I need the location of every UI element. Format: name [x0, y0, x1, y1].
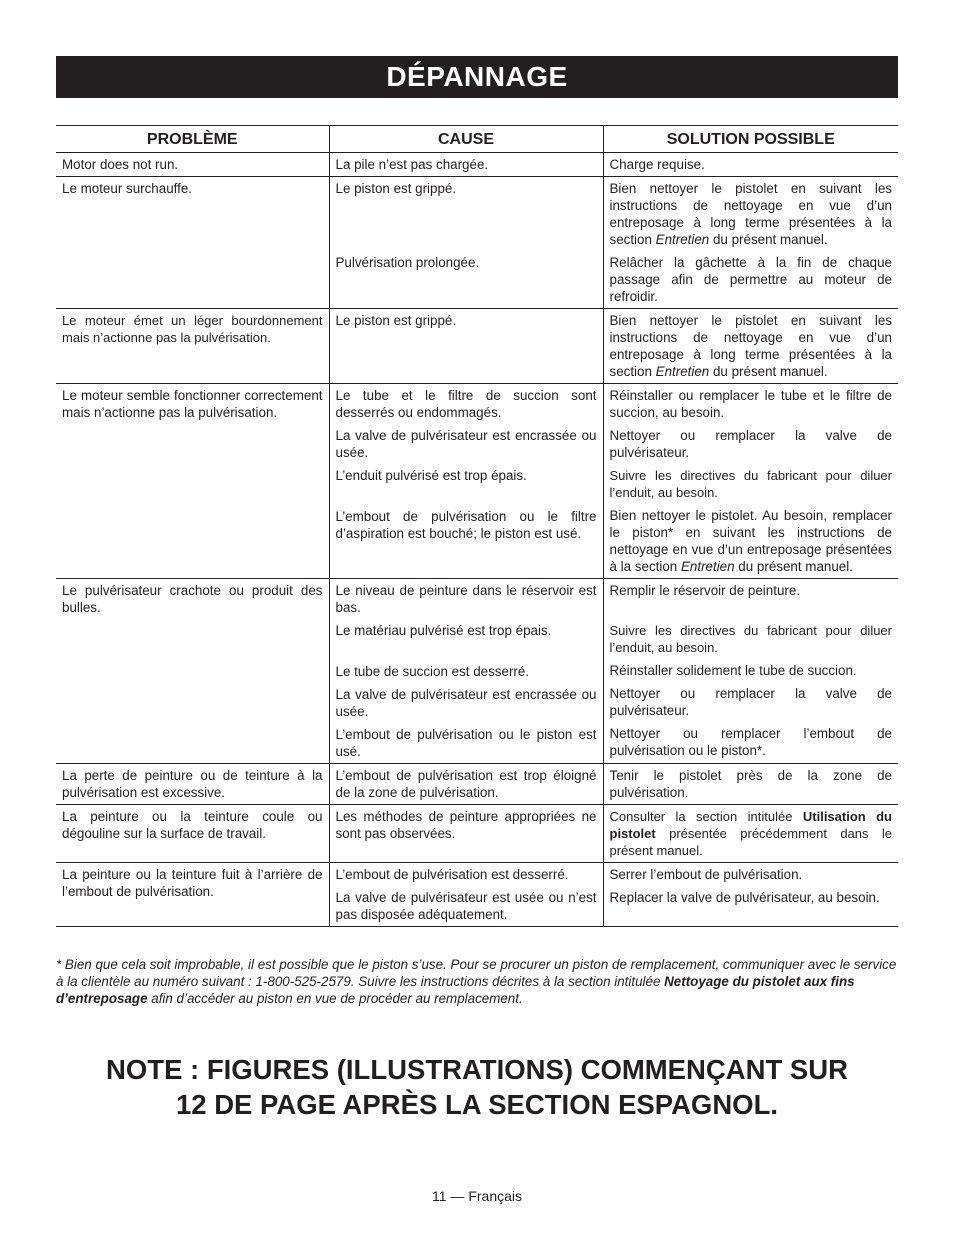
problem-cell	[56, 863, 329, 927]
cause-cell	[329, 863, 603, 927]
cause-text: Le piston est grippé.	[335, 313, 457, 328]
cause-cell	[329, 384, 603, 579]
table-row	[56, 805, 898, 863]
solution-cell	[603, 863, 898, 927]
problem-text: La peinture ou la teinture fuit à l’arrière de l’embout de pulvérisation.	[62, 867, 323, 899]
solution-text: Nettoyer ou remplacer la valve de pulvérisateur.	[609, 686, 892, 718]
table-body	[56, 153, 898, 927]
cause-text: Les méthodes de peinture appropriées ne sont pas observées.	[335, 809, 597, 841]
cause-text: Le matériau pulvérisé est trop épais.	[335, 623, 552, 638]
cause-text: L’embout de pulvérisation ou le filtre d’aspiration est bouché; le piston est usé.	[335, 509, 597, 541]
solution-text: Relâcher la gâchette à la fin de chaque passage afin de permettre au moteur de refroidir.	[609, 255, 892, 304]
cause-text: Le tube de succion est desserré.	[335, 664, 530, 679]
solution-cell	[603, 579, 898, 764]
solution-cell	[603, 764, 898, 805]
column-header-probleme: PROBLÈME	[56, 126, 329, 153]
solution-text: Suivre les directives du fabricant pour diluer l’enduit, au besoin.	[609, 468, 892, 500]
emphasis: Entretien	[655, 364, 710, 379]
figures-note-line-2: 12 DE PAGE APRÈS LA SECTION ESPAGNOL.	[175, 1089, 779, 1120]
figures-note	[56, 1052, 898, 1122]
problem-cell	[56, 384, 329, 579]
solution-text: Réinstaller solidement le tube de succion.	[609, 663, 857, 678]
cause-cell	[329, 764, 603, 805]
solution-text: Suivre les directives du fabricant pour diluer l’enduit, au besoin.	[609, 623, 892, 655]
solution-text: Replacer la valve de pulvérisateur, au besoin.	[609, 890, 880, 905]
cause-text: L’enduit pulvérisé est trop épais.	[335, 468, 527, 483]
problem-cell	[56, 153, 329, 177]
table-row	[56, 177, 898, 309]
table-row	[56, 384, 898, 579]
problem-cell	[56, 579, 329, 764]
problem-cell	[56, 805, 329, 863]
problem-text: Le moteur émet un léger bourdonnement mais n’actionne pas la pulvérisation.	[62, 313, 323, 345]
problem-cell	[56, 309, 329, 384]
emphasis: Utilisation du pistolet	[609, 809, 892, 841]
column-header-cause: CAUSE	[329, 126, 603, 153]
table-header	[56, 126, 898, 153]
solution-text: Serrer l’embout de pulvérisation.	[609, 867, 803, 882]
solution-text: Tenir le pistolet près de la zone de pulvérisation.	[609, 768, 892, 800]
footnote: * Bien que cela soit improbable, il est possible que le piston s’use. Pour se procurer un piston de remplacement, communiquer avec le service à la clientèle au numéro suivant : 1-800-525-2579. Suivre les instructions décrites à la section intitulée Nettoyage du pistolet aux fins d’entreposage afin d’accéder au piston en vue de procéder au remplacement.	[56, 957, 897, 1006]
solution-text: Nettoyer ou remplacer la valve de pulvérisateur.	[609, 428, 892, 460]
page-number: 11 — Français	[432, 1188, 522, 1204]
solution-text: Consulter la section intitulée Utilisation du pistolet présentée précédemment dans le présent manuel.	[609, 809, 892, 858]
problem-cell	[56, 764, 329, 805]
solution-text: Remplir le réservoir de peinture.	[609, 583, 801, 598]
cause-text: Le niveau de peinture dans le réservoir est bas.	[335, 583, 597, 615]
solution-cell	[603, 384, 898, 579]
solution-text: Réinstaller ou remplacer le tube et le filtre de succion, au besoin.	[609, 388, 892, 420]
solution-cell	[603, 805, 898, 863]
cause-cell	[329, 805, 603, 863]
solution-cell	[603, 177, 898, 309]
column-header-solution: SOLUTION POSSIBLE	[603, 126, 898, 153]
table-row	[56, 863, 898, 927]
cause-text: Le tube et le filtre de succion sont desserrés ou endommagés.	[335, 388, 597, 420]
solution-text: Nettoyer ou remplacer l’embout de pulvérisation ou le piston*.	[609, 726, 892, 758]
solution-text: Bien nettoyer le pistolet en suivant les instructions de nettoyage en vue d’un entreposage à long terme présentées à la section Entretien du présent manuel.	[609, 313, 892, 379]
emphasis: Entretien	[655, 232, 710, 247]
problem-text: Le moteur surchauffe.	[62, 181, 193, 196]
table-row	[56, 764, 898, 805]
emphasis: Nettoyage du pistolet aux fins d’entreposage	[56, 974, 855, 1006]
solution-text: Bien nettoyer le pistolet. Au besoin, remplacer le piston* en suivant les instructions de nettoyage en vue d’un entreposage présentées à la section Entretien du présent manuel.	[609, 508, 892, 574]
page-title: DÉPANNAGE	[56, 56, 898, 98]
problem-text: La peinture ou la teinture coule ou dégouline sur la surface de travail.	[62, 809, 323, 841]
problem-text: Le pulvérisateur crachote ou produit des bulles.	[62, 583, 323, 615]
cause-text: Pulvérisation prolongée.	[335, 255, 480, 270]
solution-text: Charge requise.	[609, 157, 705, 172]
cause-text: La valve de pulvérisateur est encrassée ou usée.	[335, 687, 597, 719]
cause-cell	[329, 177, 603, 309]
cause-cell	[329, 309, 603, 384]
cause-text: Le piston est grippé.	[335, 181, 457, 196]
solution-cell	[603, 153, 898, 177]
problem-cell	[56, 177, 329, 309]
cause-text: L’embout de pulvérisation ou le piston est usé.	[335, 727, 597, 759]
problem-text: La perte de peinture ou de teinture à la pulvérisation est excessive.	[62, 768, 323, 800]
cause-text: L’embout de pulvérisation est desserré.	[335, 867, 569, 882]
cause-cell	[329, 579, 603, 764]
table-row	[56, 153, 898, 177]
cause-text: La pile n’est pas chargée.	[335, 157, 489, 172]
solution-text: Bien nettoyer le pistolet en suivant les instructions de nettoyage en vue d’un entreposage à long terme présentées à la section Entretien du présent manuel.	[609, 181, 892, 247]
problem-text: Motor does not run.	[62, 157, 179, 172]
figures-note-line-1: NOTE : FIGURES (ILLUSTRATIONS) COMMENÇANT SUR	[106, 1054, 848, 1085]
cause-cell	[329, 153, 603, 177]
emphasis: Entretien	[680, 559, 735, 574]
problem-text: Le moteur semble fonctionner correctement mais n’actionne pas la pulvérisation.	[62, 388, 323, 420]
cause-text: La valve de pulvérisateur est usée ou n’est pas disposée adéquatement.	[335, 890, 597, 922]
table-row	[56, 309, 898, 384]
cause-text: L’embout de pulvérisation est trop éloigné de la zone de pulvérisation.	[335, 768, 597, 800]
troubleshooting-table	[56, 125, 898, 927]
table-row	[56, 579, 898, 764]
cause-text: La valve de pulvérisateur est encrassée ou usée.	[335, 428, 597, 460]
table-header-row	[56, 126, 898, 153]
solution-cell	[603, 309, 898, 384]
